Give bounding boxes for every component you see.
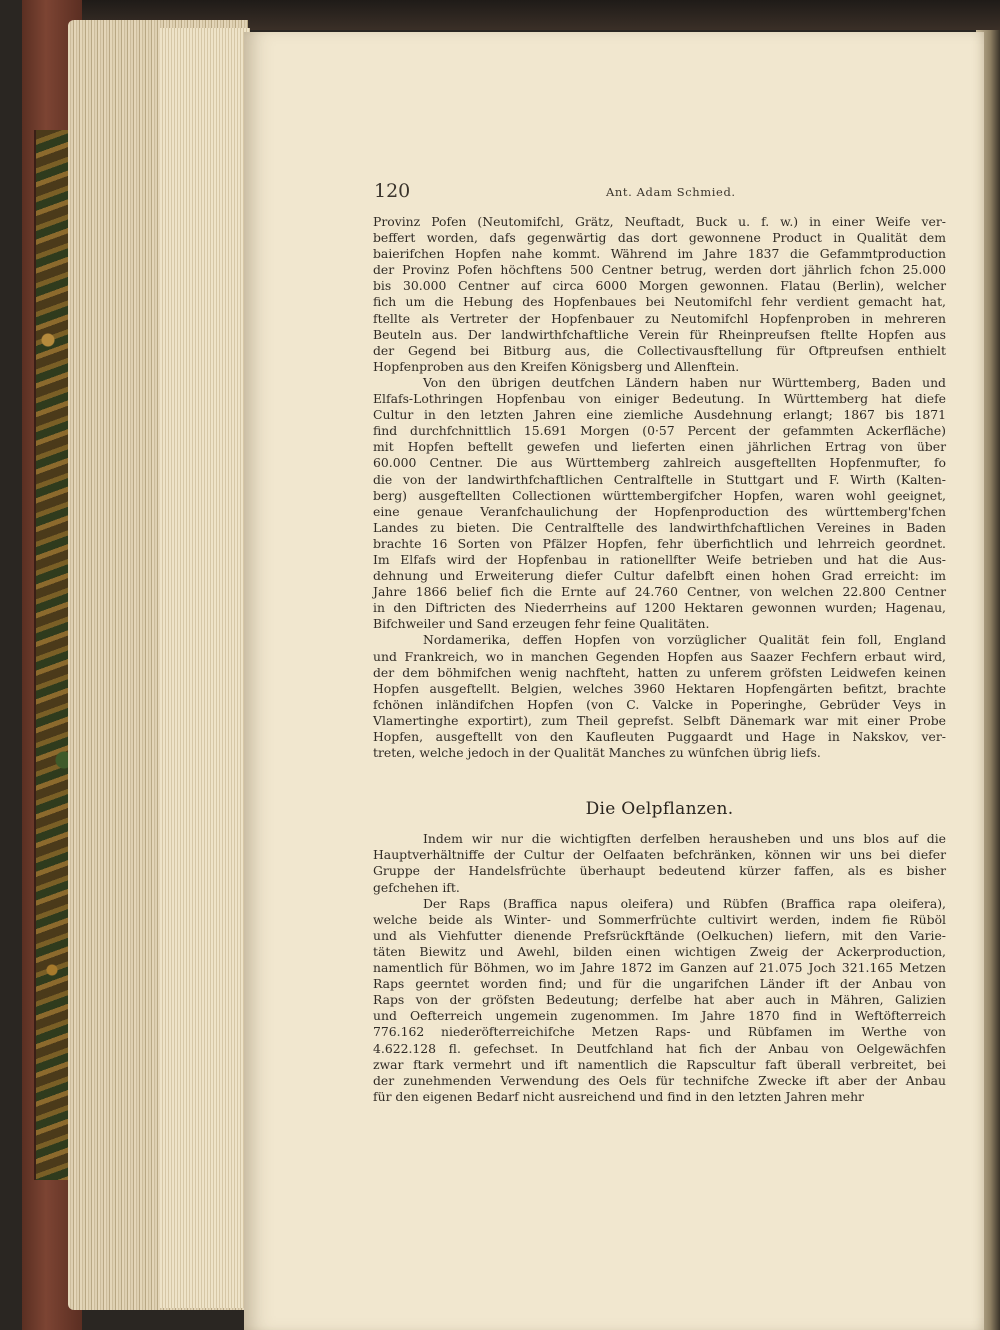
text-line: Bifchweiler und Sand erzeugen fehr feine Qualitäten. — [373, 616, 710, 632]
text-line: bis 30.000 Centner auf circa 6000 Morgen gewonnen. Flatau (Berlin), welcher — [373, 278, 946, 294]
text-line: berg) ausgeftellten Collectionen württembergifcher Hopfen, waren wohl geeignet, — [373, 487, 946, 503]
text-line: zwar ftark vermehrt und ift namentlich die Rapscultur faft überall verbreitet, bei — [373, 1056, 946, 1072]
text-line: Der Raps (Braffica napus oleifera) und Rübfen (Braffica rapa oleifera), — [423, 895, 946, 911]
text-line: für den eigenen Bedarf nicht ausreichend und find in den letzten Jahren mehr — [373, 1088, 864, 1104]
text-line: Cultur in den letzten Jahren eine ziemliche Ausdehnung erlangt; 1867 bis 1871 — [373, 407, 946, 423]
text-line: mit Hopfen beftellt gewefen und lieferten einen jährlichen Ertrag von über — [373, 439, 946, 455]
text-line: brachte 16 Sorten von Pfälzer Hopfen, fehr überfichtlich und lehrreich geordnet. — [373, 535, 946, 551]
text-line: baierifchen Hopfen nahe kommt. Während im Jahre 1837 die Gefammtproduction — [373, 246, 946, 262]
text-line: 60.000 Centner. Die aus Württemberg zahlreich ausgeftellten Hopfenmufter, fo — [373, 455, 946, 471]
text-line: fchönen inländifchen Hopfen (von C. Valcke in Poperinghe, Gebrüder Veys in — [373, 696, 946, 712]
text-line: ftellte als Vertreter der Hopfenbauer zu Neutomifchl Hopfenproben in mehreren — [373, 310, 946, 326]
text-line: täten Biewitz und Awehl, bilden einen wichtigen Zweig der Ackerproduction, — [373, 943, 946, 959]
page-edges-inner — [160, 28, 250, 1308]
text-line: die von der landwirthfchaftlichen Centralftelle in Stuttgart und F. Wirth (Kalten- — [373, 471, 946, 487]
text-line: der zunehmenden Verwendung des Oels für technifche Zwecke ift aber der Anbau — [373, 1072, 946, 1088]
page-number: 120 — [374, 180, 411, 202]
text-line: gefchehen ift. — [373, 879, 460, 895]
body-text — [373, 214, 946, 1105]
text-line: der dem böhmifchen wenig nachfteht, hatten zu unferem gröfsten Leidwefen keinen — [373, 664, 946, 680]
text-line: find durchfchnittlich 15.691 Morgen (0·57 Percent der gefammten Ackerfläche) — [373, 423, 946, 439]
paragraph — [373, 831, 946, 895]
running-head — [374, 180, 934, 204]
text-line: Vlamertinghe exportirt), zum Theil geprefst. Selbft Dänemark war mit einer Probe — [373, 712, 946, 728]
paragraph — [373, 214, 946, 375]
running-title: Ant. Adam Schmied. — [606, 185, 736, 199]
text-line: beffert worden, dafs gegenwärtig das dort gewonnene Product in Qualität dem — [373, 230, 946, 246]
paragraph — [373, 375, 946, 633]
text-line: Elfafs-Lothringen Hopfenbau von einiger Bedeutung. In Württemberg hat diefe — [373, 391, 946, 407]
text-line: Raps geerntet worden find; und für die ungarifchen Länder ift der Anbau von — [373, 976, 946, 992]
text-line: namentlich für Böhmen, wo im Jahre 1872 im Ganzen auf 21.075 Joch 321.165 Metzen — [373, 960, 946, 976]
text-line: der Provinz Pofen höchftens 500 Centner betrug, werden dort jährlich fchon 25.000 — [373, 262, 946, 278]
text-line: Hopfenproben aus den Kreifen Königsberg und Allenftein. — [373, 358, 740, 374]
text-line: fich um die Hebung des Hopfenbaues bei Neutomifchl fehr verdient gemacht hat, — [373, 294, 946, 310]
text-line: Von den übrigen deutfchen Ländern haben nur Württemberg, Baden und — [423, 374, 946, 390]
text-line: Indem wir nur die wichtigften derfelben herausheben und uns blos auf die — [423, 831, 946, 847]
text-line: 4.622.128 fl. gefechset. In Deutfchland hat fich der Anbau von Oelgewächfen — [373, 1040, 946, 1056]
text-line: Gruppe der Handelsfrüchte überhaupt bedeutend kürzer faffen, als es bisher — [373, 863, 946, 879]
text-line: Hopfen, ausgeftellt von den Kaufleuten Puggaardt und Hage in Nakskov, ver- — [373, 729, 946, 744]
text-line: in den Diftricten des Niederrheins auf 1200 Hektaren gewonnen wurden; Hagenau, — [373, 600, 946, 616]
text-line: und Oefterreich ungemein zugenommen. Im Jahre 1870 find in Weftöfterreich — [373, 1008, 946, 1024]
text-line: und als Viehfutter dienende Prefsrückftände (Oelkuchen) liefern, mit den Varie- — [373, 927, 946, 943]
text-line: welche beide als Winter- und Sommerfrüchte cultivirt werden, indem fie Rüböl — [373, 911, 946, 927]
paragraph — [373, 896, 946, 1105]
text-line: Provinz Pofen (Neutomifchl, Grätz, Neuftadt, Buck u. f. w.) in einer Weife ver- — [373, 214, 946, 229]
text-line: Nordamerika, deffen Hopfen von vorzüglicher Qualität fein foll, England — [423, 632, 946, 648]
text-line: 776.162 niederöfterreichifche Metzen Raps- und Rübfamen im Werthe von — [373, 1024, 946, 1040]
paragraphs-before — [373, 214, 946, 761]
text-line: und Frankreich, wo in manchen Gegenden Hopfen aus Saazer Fechfern erbaut wird, — [373, 648, 946, 664]
text-line: Landes zu bieten. Die Centralftelle des landwirthfchaftlichen Vereines in Baden — [373, 519, 946, 535]
text-line: eine genaue Veranfchaulichung der Hopfenproduction des württemberg'fchen — [373, 503, 946, 519]
text-line: Beuteln aus. Der landwirthfchaftliche Verein für Rheinpreufsen ftellte Hopfen aus — [373, 326, 946, 342]
text-line: Jahre 1866 belief fich die Ernte auf 24.760 Centner, von welchen 22.800 Centner — [373, 584, 946, 600]
paragraphs-after — [373, 831, 946, 1105]
text-line: Raps von der gröfsten Bedeutung; derfelbe hat aber auch in Mähren, Galizien — [373, 992, 946, 1008]
section-title: Die Oelpflanzen. — [585, 799, 734, 820]
text-line: treten, welche jedoch in der Qualität Manches zu wünfchen übrig liefs. — [373, 745, 821, 761]
text-line: Hauptverhältniffe der Cultur der Oelfaaten befchränken, können wir uns bei diefer — [373, 847, 946, 863]
paragraph — [373, 632, 946, 761]
text-line: der Gegend bei Bitburg aus, die Collectivausftellung für Oftpreufsen enthielt — [373, 342, 946, 358]
text-line: Hopfen ausgeftellt. Belgien, welches 3960 Hektaren Hopfengärten befitzt, brachte — [373, 680, 946, 696]
text-line: Im Elfafs wird der Hopfenbau in rationellfter Weife betrieben und hat die Aus- — [373, 551, 946, 567]
text-line: dehnung und Erweiterung diefer Cultur dafelbft einen hohen Grad erreicht: im — [373, 568, 946, 584]
